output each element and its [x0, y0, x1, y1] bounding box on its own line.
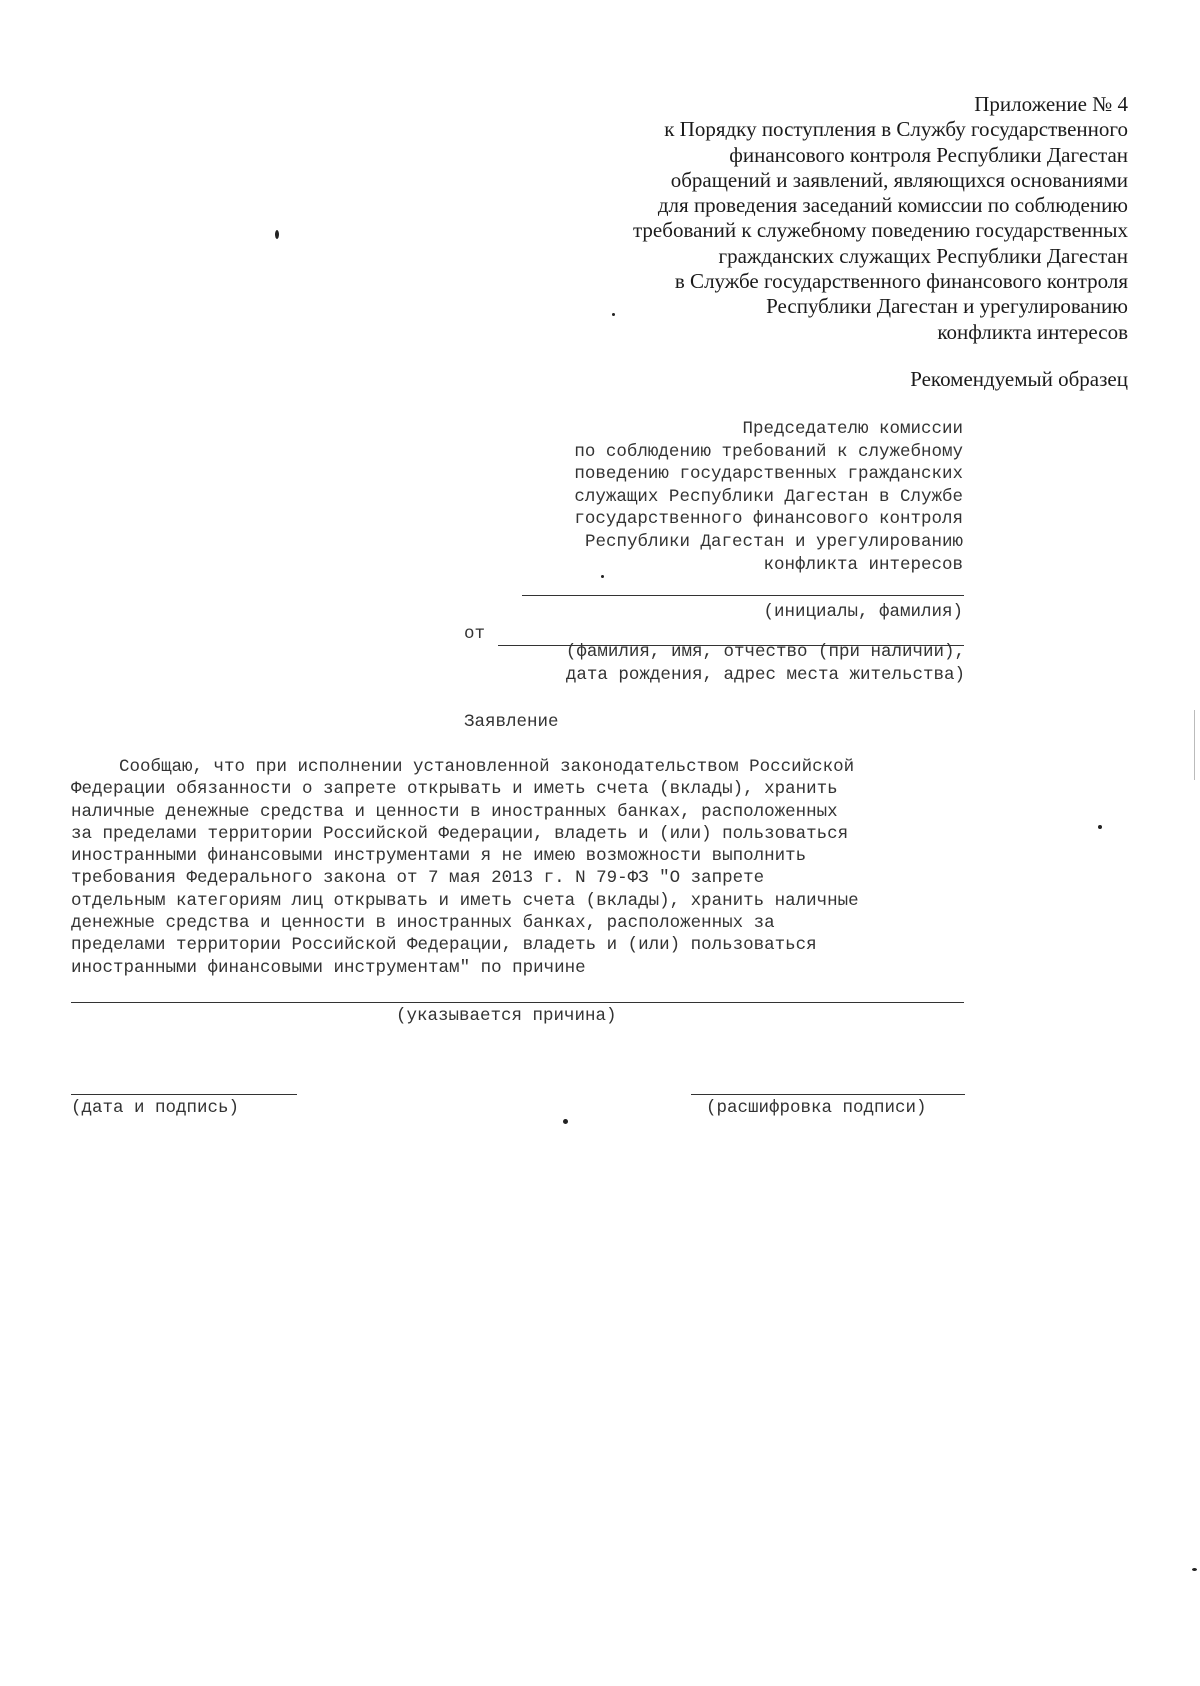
date-signature-line: [71, 1094, 297, 1095]
statement-line: иностранными финансовыми инструментами я не имею возможности выполнить: [71, 846, 807, 867]
appendix-line: в Службе государственного финансового контроля: [674, 269, 1128, 294]
addressee-line: государственного финансового контроля: [574, 509, 963, 530]
appendix-line: обращений и заявлений, являющихся основаниями: [670, 167, 1128, 192]
appendix-header: [568, 92, 1128, 345]
addressee-line: Председателю комиссии: [742, 419, 963, 439]
scan-speck: [601, 575, 604, 578]
addressee-line: Республики Дагестан и урегулированию: [584, 531, 963, 552]
scan-speck: [612, 313, 615, 316]
from-caption-line: дата рождения, адрес места жительства): [565, 665, 965, 685]
addressee-name-line: [522, 595, 964, 596]
signature-decoding-caption: (расшифровка подписи): [706, 1098, 927, 1118]
appendix-line: гражданских служащих Республики Дагестан: [718, 243, 1128, 268]
date-signature-caption: (дата и подпись): [71, 1098, 240, 1118]
statement-body: [71, 756, 966, 979]
from-caption-line: (фамилия, имя, отчество (при наличии),: [565, 642, 965, 662]
scan-speck: [1098, 825, 1102, 829]
appendix-line: требований к служебному поведению государственных: [633, 218, 1128, 243]
reason-line: [71, 1002, 964, 1003]
scan-mark: [1194, 710, 1195, 780]
statement-line: денежные средства и ценности в иностранных банках, расположенных за: [71, 913, 775, 934]
from-prefix: от: [464, 624, 486, 644]
addressee-block: [515, 418, 963, 576]
addressee-caption: (инициалы, фамилия): [763, 602, 963, 622]
statement-line: за пределами территории Российской Федерации, владеть и (или) пользоваться: [71, 823, 849, 844]
sample-label: Рекомендуемый образец: [910, 367, 1128, 391]
appendix-line: конфликта интересов: [937, 319, 1128, 344]
addressee-line: по соблюдению требований к служебному: [574, 441, 963, 462]
statement-line: пределами территории Российской Федерации, владеть и (или) пользоваться: [71, 935, 817, 956]
scan-speck: [275, 230, 279, 239]
scan-speck: [563, 1119, 568, 1124]
statement-line: наличные денежные средства и ценности в иностранных банках, расположенных: [71, 801, 838, 822]
scan-speck: [1192, 1568, 1197, 1571]
appendix-line: для проведения заседаний комиссии по соблюдению: [657, 193, 1128, 218]
addressee-line: конфликта интересов: [763, 554, 963, 575]
statement-line: отдельным категориям лиц открывать и иметь счета (вклады), хранить наличные: [71, 890, 859, 911]
statement-line: Федерации обязанности о запрете открывать и иметь счета (вклады), хранить: [71, 779, 838, 800]
statement-line: иностранными финансовыми инструментам" по причине: [71, 957, 586, 978]
appendix-line: Приложение № 4: [974, 92, 1128, 116]
statement-line: Сообщаю, что при исполнении установленной законодательством Российской: [119, 757, 855, 777]
appendix-line: Республики Дагестан и урегулированию: [766, 294, 1128, 319]
from-caption: [500, 641, 965, 687]
appendix-line: к Порядку поступления в Службу государственного: [664, 117, 1128, 142]
reason-caption: (указывается причина): [396, 1006, 617, 1026]
addressee-line: поведению государственных гражданских: [574, 464, 963, 485]
addressee-line: служащих Республики Дагестан в Службе: [574, 486, 963, 507]
signature-decoding-line: [691, 1094, 965, 1095]
appendix-line: финансового контроля Республики Дагестан: [729, 142, 1128, 167]
statement-line: требования Федерального закона от 7 мая 2013 г. N 79-ФЗ "О запрете: [71, 868, 765, 889]
statement-title: Заявление: [464, 712, 559, 732]
